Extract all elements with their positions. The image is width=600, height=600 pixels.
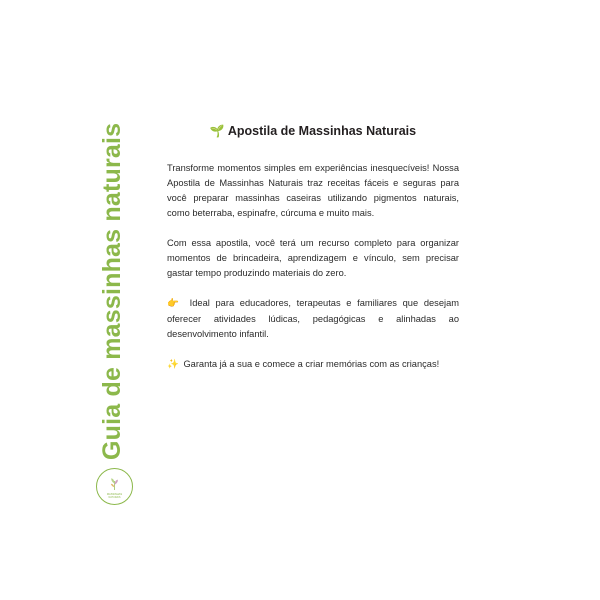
pointing-hand-icon: 👉 (167, 298, 182, 310)
side-title-container (88, 120, 136, 460)
seedling-icon: 🌱 (209, 124, 225, 138)
svg-text:MASSINHAS: MASSINHAS (106, 493, 123, 497)
content-column (167, 124, 459, 372)
svg-text:NATURAIS: NATURAIS (108, 496, 121, 499)
paragraph-intro-line-1: Transforme momentos simples em experiências inesquecíveis! Nossa Apostila de Massinhas Naturais traz receitas fáceis e seguras para você preparar massinhas caseiras utilizando pigmentos naturais, como beterraba, espinafre, cúrcuma e muito mais. (167, 163, 459, 219)
side-title: Guia de massinhas naturais (97, 122, 126, 460)
paragraph-cta-text: Garanta já a sua e comece a criar memórias com as crianças! (183, 358, 440, 369)
paragraph-audience (167, 296, 459, 341)
page-title-text: Apostila de Massinhas Naturais (227, 124, 417, 138)
sparkles-icon: ✨ (167, 358, 179, 370)
paragraph-value-text: Com essa apostila, você terá um recurso completo para organizar momentos de brincadeira, aprendizagem e vínculo, sem precisar gastar tempo produzindo materiais do zero. (167, 238, 459, 279)
paragraph-cta (167, 357, 459, 372)
logo-stamp (96, 468, 133, 505)
paragraph-intro (167, 161, 459, 221)
logo-mark-icon (99, 471, 130, 502)
paragraph-value (167, 236, 459, 281)
paragraph-audience-text: Ideal para educadores, terapeutas e familiares que desejam oferecer atividades lúdicas, pedagógicas e alinhadas ao desenvolvimento infantil. (167, 298, 459, 339)
page-title (167, 124, 459, 139)
